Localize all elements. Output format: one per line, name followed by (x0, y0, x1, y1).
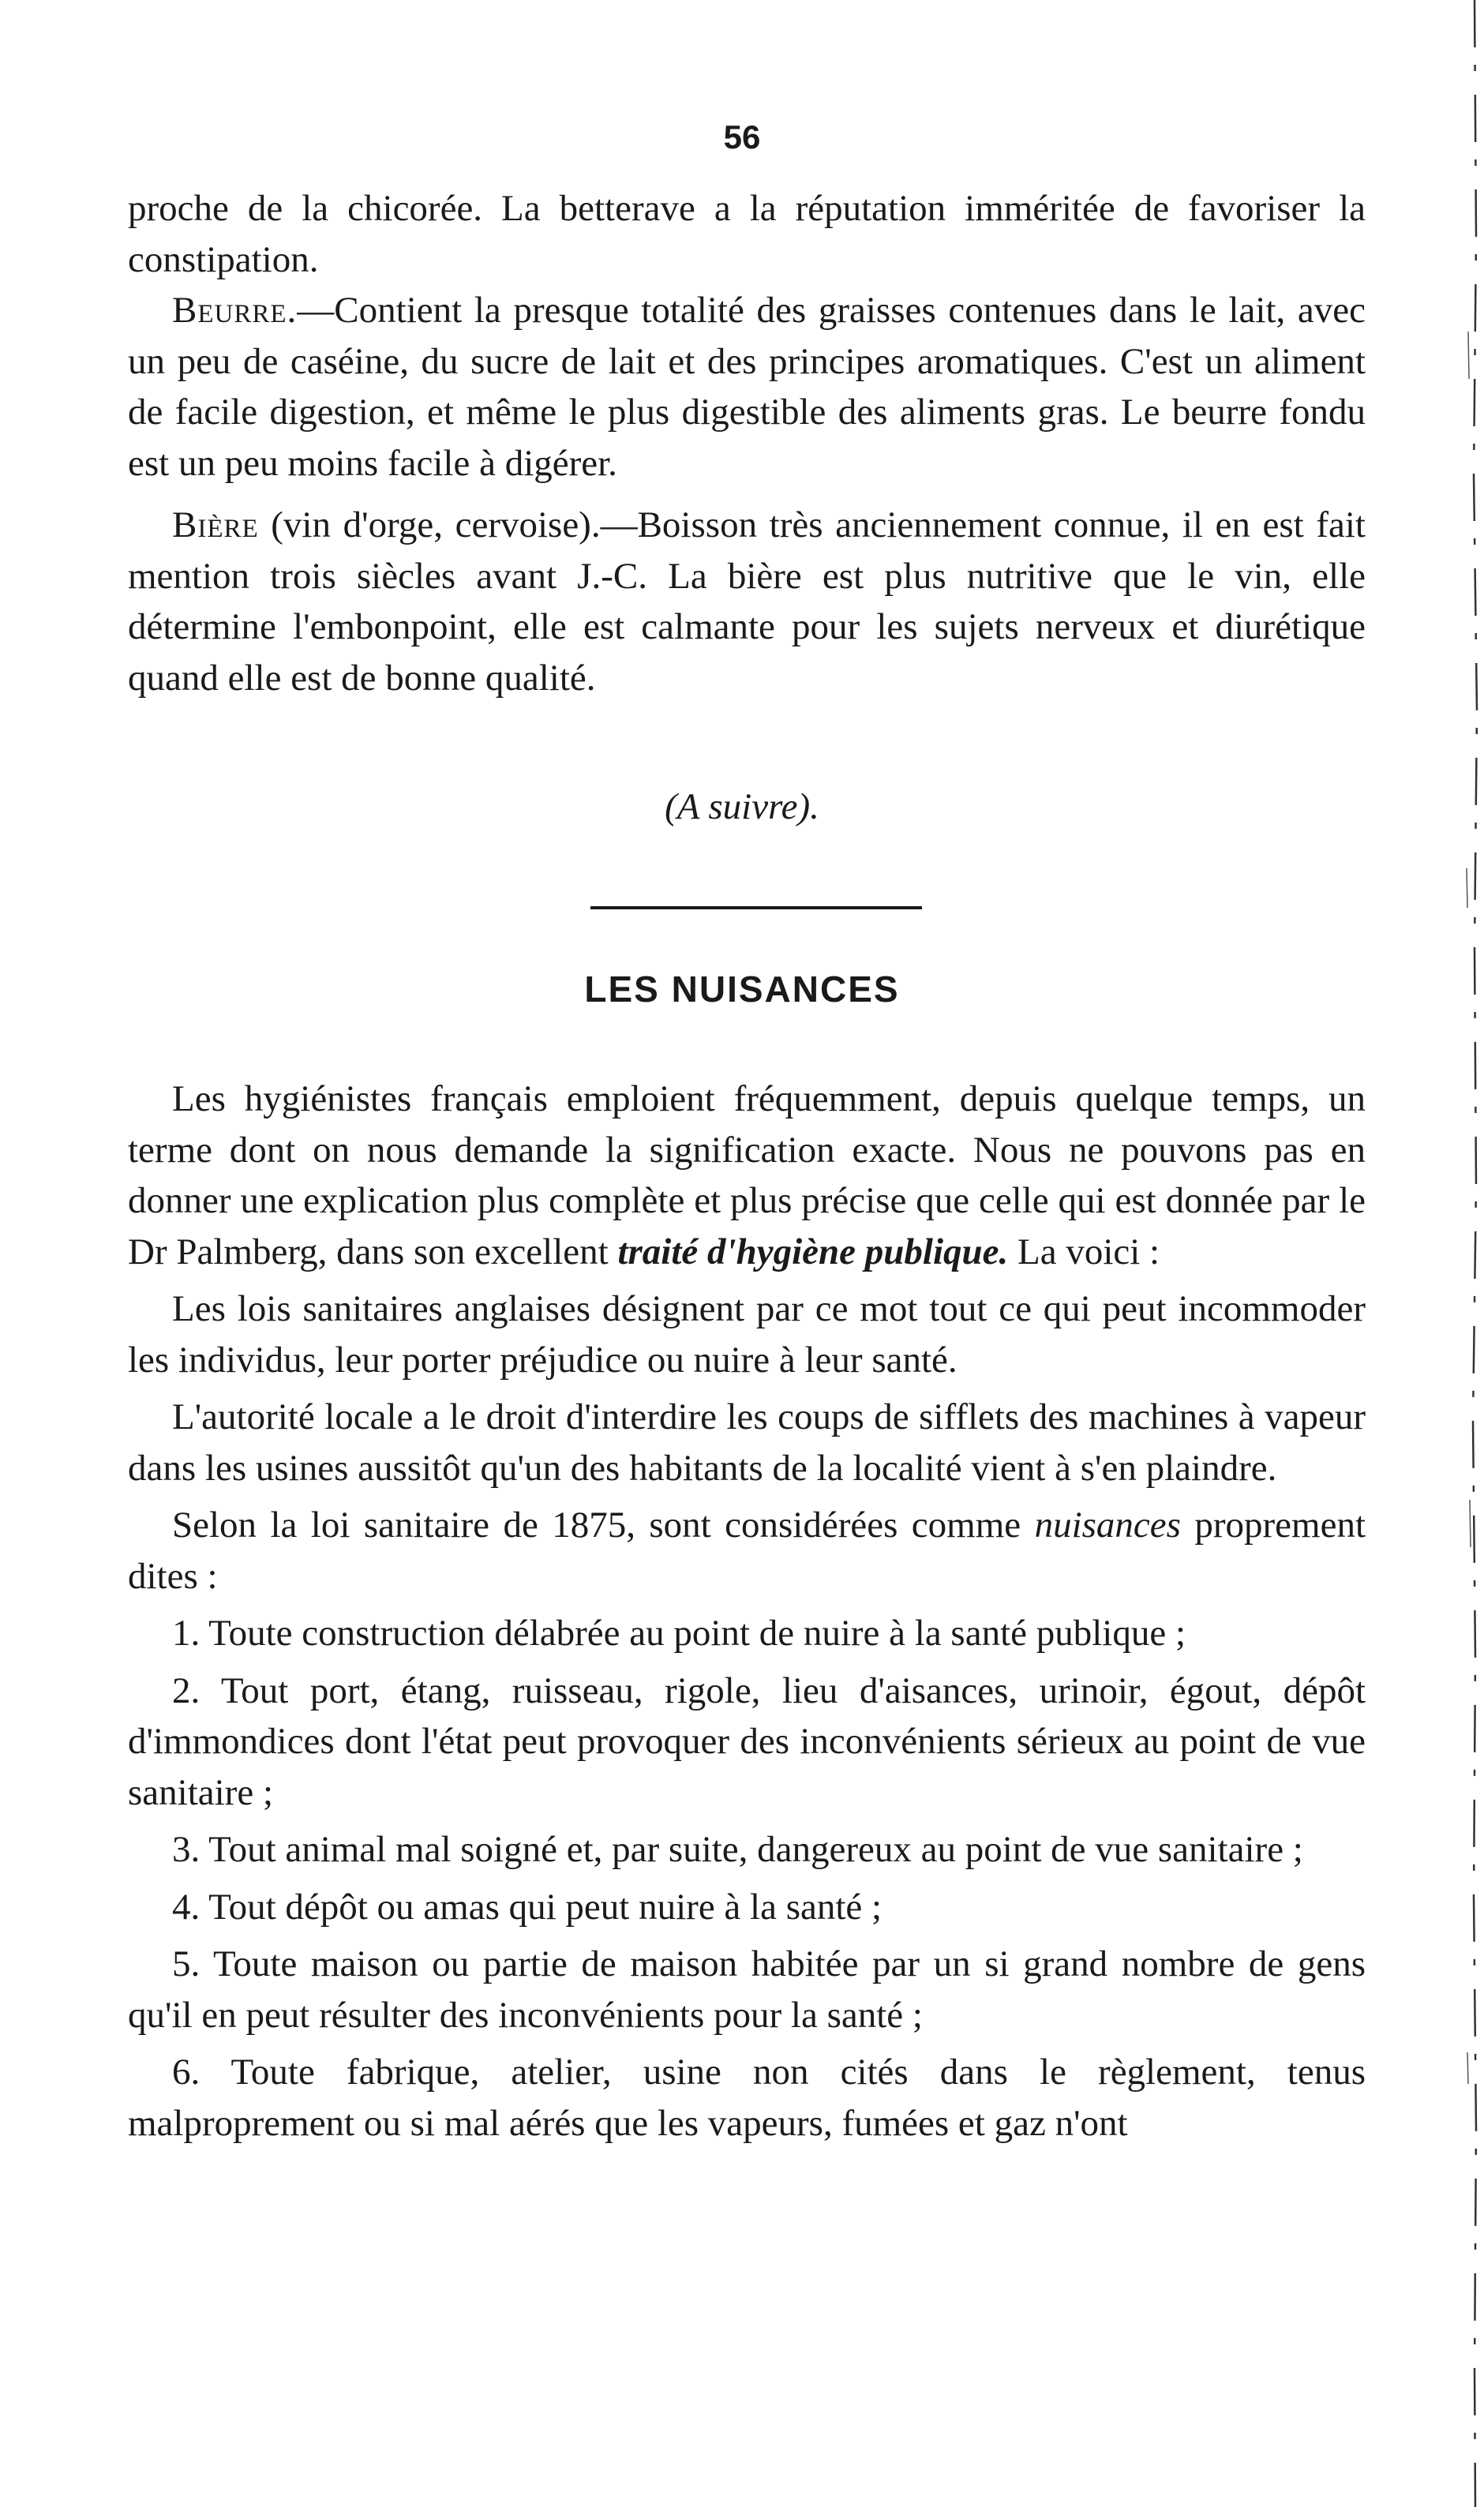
section-divider (590, 906, 922, 909)
paragraph-autorite-locale: L'autorité locale a le droit d'interdire les coups de sifflets des machines à vapeur dans les usines aussitôt qu'un des habitants de la localité vient à s'en plaindre. (128, 1396, 1366, 1489)
list-item: 4. Tout dépôt ou amas qui peut nuire à la santé ; (172, 1886, 883, 1928)
intro-text-a: Les hygiénistes français emploient fréquemment, depuis quelque temps, un terme dont on nous demande la signification exacte. Nous ne pouvons pas en donner une explication plus complète et plus précise que celle qui est donnée par le Dr Palmberg, dans son excellent (128, 1078, 1366, 1272)
to-be-continued: (A suivre). (665, 786, 819, 827)
list-item: 2. Tout port, étang, ruisseau, rigole, lieu d'aisances, urinoir, égout, dépôt d'immondices dont l'état peut provoquer des inconvénients sérieux au point de vue sanitaire ; (128, 1669, 1366, 1813)
list-item: 6. Toute fabrique, atelier, usine non cités dans le règlement, tenus malproprement ou si mal aérés que les vapeurs, fumées et gaz n'ont (128, 2052, 1366, 2144)
page-number: 56 (723, 118, 761, 156)
paragraph-loi-1875 (128, 1500, 1366, 1602)
paragraph-biere (128, 500, 1366, 703)
loi-text-b: proprement dites : (128, 1505, 1366, 1597)
term-nuisances: nuisances (1034, 1505, 1181, 1546)
paragraph-beurre (128, 285, 1366, 489)
paragraph-lois-sanitaires: Les lois sanitaires anglaises désignent par ce mot tout ce qui peut incommoder les individus, leur porter préjudice ou nuire à leur santé. (128, 1288, 1366, 1381)
nuisances-article (128, 1074, 1366, 2149)
cited-work-title: traité d'hygiène publique. (617, 1231, 1009, 1272)
scan-edge-artifact (1445, 0, 1484, 2507)
paragraph-intro (128, 1074, 1366, 1277)
list-item: 1. Toute construction délabrée au point de nuire à la santé publique ; (172, 1613, 1186, 1654)
loi-text-a: Selon la loi sanitaire de 1875, sont considérées comme (172, 1505, 1035, 1546)
continued-article (128, 183, 1366, 703)
term-biere: Bière (172, 504, 259, 545)
intro-text-b: La voici : (1008, 1231, 1160, 1272)
section-title: LES NUISANCES (584, 969, 900, 1010)
list-item: 5. Toute maison ou partie de maison habitée par un si grand nombre de gens qu'il en peut résulter des inconvénients pour la santé ; (128, 1943, 1366, 2036)
list-item: 3. Tout animal mal soigné et, par suite, dangereux au point de vue sanitaire ; (172, 1829, 1303, 1870)
beurre-definition: —Contient la presque totalité des graisses contenues dans le lait, avec un peu de caséine, du sucre de lait et des principes aromatiques. C'est un aliment de facile digestion, et même le plus digestible des aliments gras. Le beurre fondu est un peu moins facile à digérer. (128, 290, 1366, 484)
paragraph-chicoree: proche de la chicorée. La betterave a la réputation imméritée de favoriser la constipation. (128, 188, 1366, 280)
term-beurre: Beurre. (172, 290, 298, 331)
biere-definition: (vin d'orge, cervoise).—Boisson très anciennement connue, il en est fait mention trois siècles avant J.-C. La bière est plus nutritive que le vin, elle détermine l'embonpoint, elle est calmante pour les sujets nerveux et diurétique quand elle est de bonne qualité. (128, 504, 1366, 699)
